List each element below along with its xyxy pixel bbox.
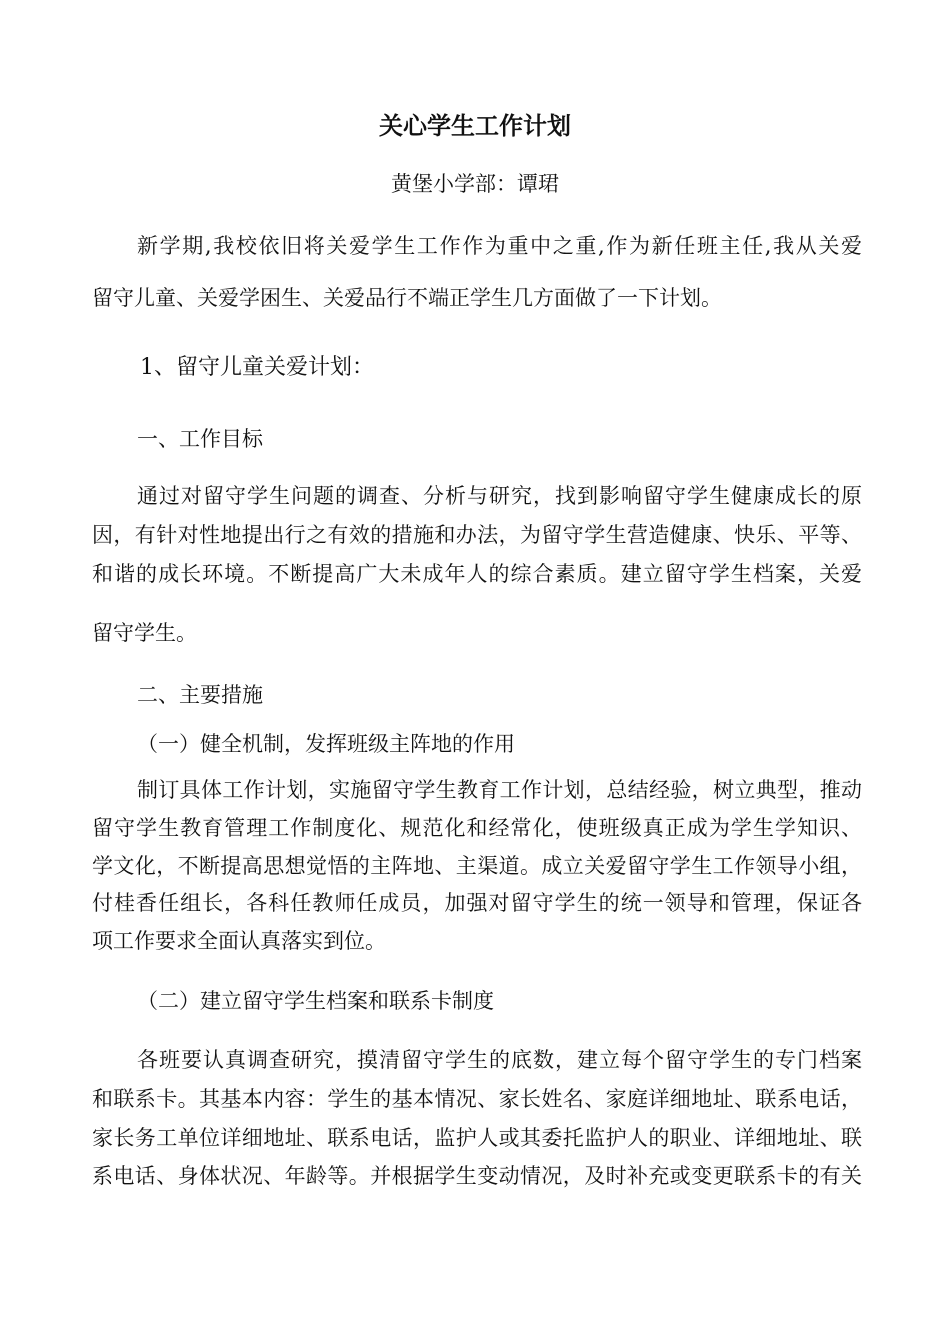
measure2-line-2: 和联系卡。其基本内容：学生的基本情况、家长姓名、家庭详细地址、联系电话， [92, 1087, 862, 1111]
document-author: 黄堡小学部：谭珺 [391, 172, 559, 196]
measure1-line-5: 项工作要求全面认真落实到位。 [92, 929, 386, 953]
measure-heading-2: （二）建立留守学生档案和联系卡制度 [137, 989, 494, 1013]
measure1-line-4: 付桂香任组长，各科任教师任成员，加强对留守学生的统一领导和管理，保证各 [92, 891, 862, 915]
part-heading-measures: 二、主要措施 [137, 683, 263, 707]
document-title: 关心学生工作计划 [379, 112, 571, 140]
part-heading-goals: 一、工作目标 [137, 427, 263, 451]
measure1-line-1: 制订具体工作计划，实施留守学生教育工作计划，总结经验，树立典型，推动 [137, 778, 862, 802]
measure2-line-3: 家长务工单位详细地址、联系电话，监护人或其委托监护人的职业、详细地址、联 [92, 1126, 862, 1150]
measure1-line-3: 学文化，不断提高思想觉悟的主阵地、主渠道。成立关爱留守学生工作领导小组， [92, 854, 862, 878]
section-heading-1: 1、留守儿童关爱计划： [140, 355, 374, 380]
goals-line-2: 因，有针对性地提出行之有效的措施和办法，为留守学生营造健康、快乐、平等、 [92, 523, 862, 547]
goals-line-4: 留守学生。 [92, 621, 197, 645]
measure-heading-1: （一）健全机制，发挥班级主阵地的作用 [137, 732, 515, 756]
measure2-line-4: 系电话、身体状况、年龄等。并根据学生变动情况，及时补充或变更联系卡的有关 [92, 1164, 862, 1188]
goals-line-3: 和谐的成长环境。不断提高广大未成年人的综合素质。建立留守学生档案，关爱 [92, 562, 862, 586]
goals-line-1: 通过对留守学生问题的调查、分析与研究，找到影响留守学生健康成长的原 [137, 484, 862, 508]
measure2-line-1: 各班要认真调查研究，摸清留守学生的底数，建立每个留守学生的专门档案 [137, 1048, 862, 1072]
intro-line-1: 新学期,我校依旧将关爱学生工作作为重中之重,作为新任班主任,我从关爱 [137, 234, 862, 258]
intro-line-2: 留守儿童、关爱学困生、关爱品行不端正学生几方面做了一下计划。 [92, 286, 722, 310]
measure1-line-2: 留守学生教育管理工作制度化、规范化和经常化，使班级真正成为学生学知识、 [92, 816, 862, 840]
